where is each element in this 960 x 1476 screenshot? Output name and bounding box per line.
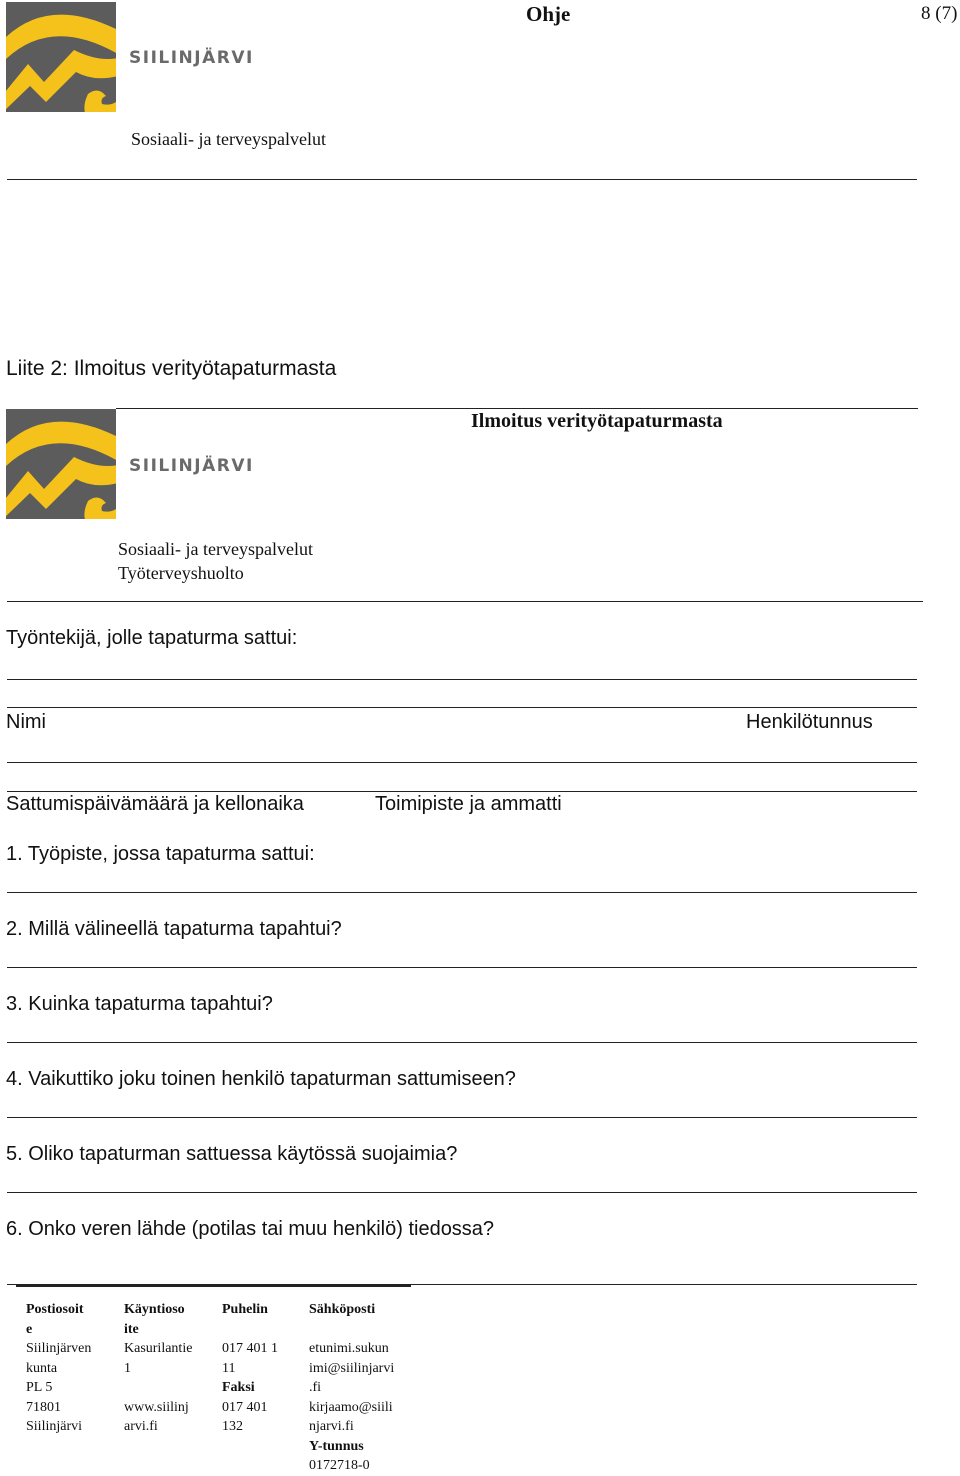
brand-wordmark: SIILINJÄRVI: [129, 48, 254, 68]
siilinjarvi-logo: [6, 2, 116, 112]
datetime-label: Sattumispäivämäärä ja kellonaika: [6, 793, 304, 815]
postal-heading-wrap: e: [26, 1321, 33, 1337]
footer-contact-table: [0, 1300, 960, 1472]
form-unit: Työterveyshuolto: [118, 563, 244, 583]
datetime-field[interactable]: [7, 791, 917, 792]
employee-heading: Työntekijä, jolle tapaturma sattui:: [6, 627, 298, 649]
footer-email: [309, 1300, 394, 1476]
spacer: [222, 1320, 278, 1340]
question-3: 3. Kuinka tapaturma tapahtui?: [6, 993, 273, 1015]
answer-line-3[interactable]: [7, 1042, 917, 1043]
postal-line: PL 5: [26, 1380, 53, 1395]
question-2: 2. Millä välineellä tapaturma tapahtui?: [6, 918, 342, 940]
visit-line: 1: [124, 1360, 131, 1376]
phone-number-wrap: 11: [222, 1360, 236, 1376]
siilinjarvi-logo: [6, 409, 116, 519]
email-address-wrap[interactable]: .fi: [309, 1380, 322, 1395]
postal-line: kunta: [26, 1360, 58, 1376]
id-number-label: Henkilötunnus: [746, 711, 873, 733]
visit-line: [124, 1378, 192, 1398]
question-1: 1. Työpiste, jossa tapaturma sattui:: [6, 843, 315, 865]
answer-line-5[interactable]: [7, 1192, 917, 1193]
postal-line: Siilinjärvi: [26, 1419, 82, 1434]
form-line: [7, 762, 917, 763]
form-top-line: [116, 408, 918, 409]
form-header-divider: [7, 601, 923, 602]
spacer: [309, 1320, 394, 1340]
footer-postal-address: [26, 1300, 91, 1437]
postal-heading: Postiosoit: [26, 1302, 84, 1317]
email-address[interactable]: etunimi.sukun: [309, 1341, 389, 1356]
name-label: Nimi: [6, 711, 46, 733]
visit-line: Kasurilantie: [124, 1341, 193, 1356]
question-5: 5. Oliko tapaturman sattuessa käytössä suojaimia?: [6, 1143, 458, 1165]
document-type: Ohje: [526, 2, 571, 26]
name-field[interactable]: [7, 707, 917, 708]
postal-line: 71801: [26, 1399, 61, 1415]
fax-number-wrap: 132: [222, 1419, 243, 1434]
fax-heading: Faksi: [222, 1380, 255, 1395]
question-6: 6. Onko veren lähde (potilas tai muu henkilö) tiedossa?: [6, 1218, 495, 1240]
business-id-heading: Y-tunnus: [309, 1438, 364, 1454]
footer-visiting-address: [124, 1300, 192, 1437]
question-4: 4. Vaikuttiko joku toinen henkilö tapaturman sattumiseen?: [6, 1068, 516, 1090]
answer-line-4[interactable]: [7, 1117, 917, 1118]
answer-line-1[interactable]: [7, 892, 917, 893]
unit-label: Toimipiste ja ammatti: [375, 793, 562, 815]
header-divider: [7, 179, 917, 180]
business-id: 0172718-0: [309, 1458, 370, 1473]
website-link[interactable]: www.siilinj: [124, 1399, 189, 1415]
department-name: Sosiaali- ja terveyspalvelut: [131, 129, 326, 149]
page-number: 8 (7): [921, 3, 958, 24]
fax-number: 017 401: [222, 1399, 268, 1415]
footer-accent-line: [16, 1285, 411, 1287]
visit-heading-wrap: ite: [124, 1321, 139, 1337]
form-line: [7, 679, 917, 680]
postal-line: Siilinjärven: [26, 1341, 92, 1356]
answer-line-2[interactable]: [7, 967, 917, 968]
phone-heading: Puhelin: [222, 1302, 268, 1317]
email-address-wrap[interactable]: imi@siilinjarvi: [309, 1360, 395, 1376]
brand-wordmark: SIILINJÄRVI: [129, 456, 254, 476]
form-title: Ilmoitus verityötapaturmasta: [471, 410, 723, 432]
form-department: Sosiaali- ja terveyspalvelut: [118, 539, 313, 559]
visit-heading: Käyntioso: [124, 1302, 185, 1317]
appendix-title: Liite 2: Ilmoitus verityötapaturmasta: [6, 357, 337, 380]
email-heading: Sähköposti: [309, 1302, 376, 1317]
phone-number: 017 401 1: [222, 1341, 278, 1356]
website-link-wrap[interactable]: arvi.fi: [124, 1419, 158, 1434]
registry-email[interactable]: kirjaamo@siili: [309, 1399, 393, 1415]
registry-email-wrap[interactable]: njarvi.fi: [309, 1419, 354, 1434]
footer-phone: [222, 1300, 278, 1437]
